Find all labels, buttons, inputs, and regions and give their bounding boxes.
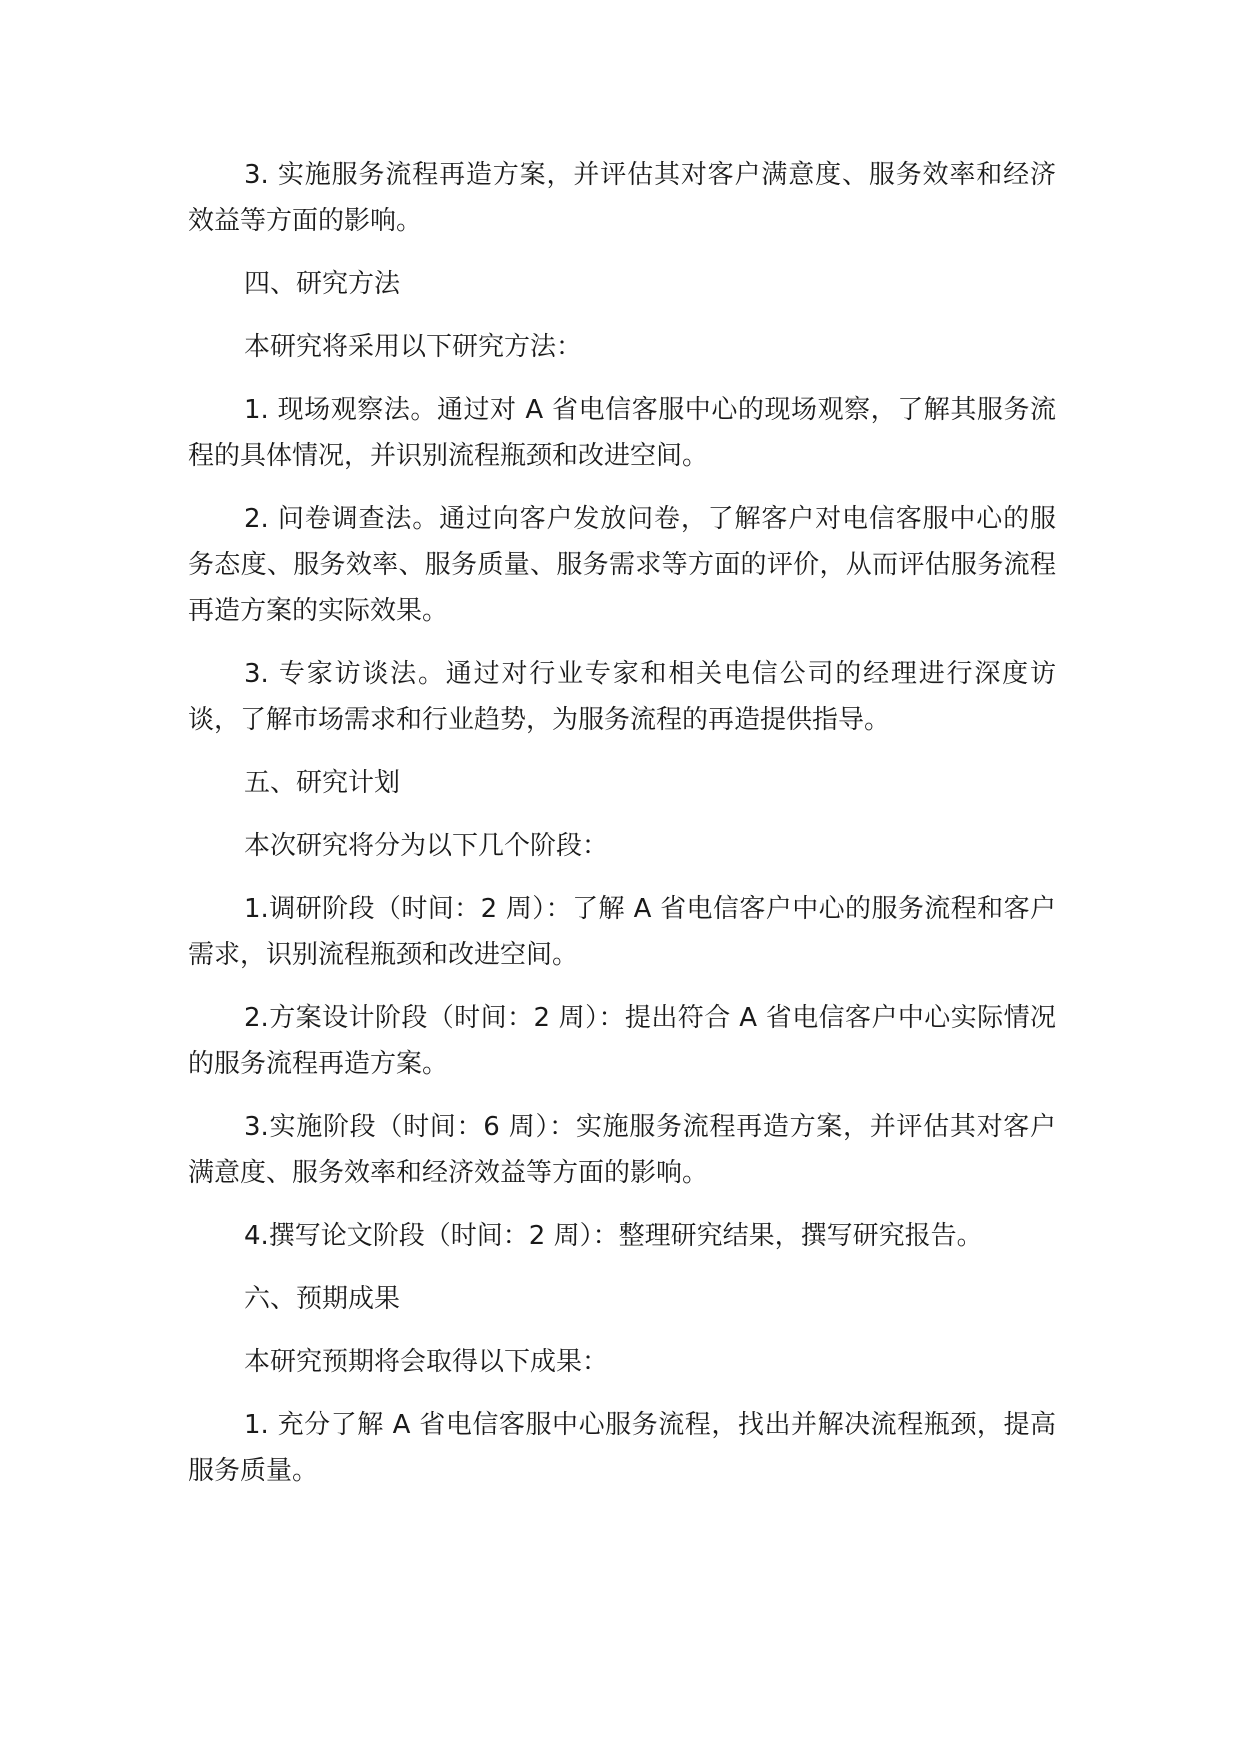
method-questionnaire: 2. 问卷调查法。通过向客户发放问卷，了解客户对电信客服中心的服务态度、服务效率、服务质量、服务需求等方面的评价，从而评估服务流程再造方案的实际效果。 xyxy=(188,504,1056,626)
document-body xyxy=(188,152,1056,1511)
plan-stage-design: 2.方案设计阶段（时间：2 周）：提出符合 A 省电信客户中心实际情况的服务流程再造方案。 xyxy=(188,1003,1056,1079)
result-item-1: 1. 充分了解 A 省电信客服中心服务流程，找出并解决流程瓶颈，提高服务质量。 xyxy=(188,1410,1056,1486)
results-intro: 本研究预期将会取得以下成果： xyxy=(244,1347,609,1377)
method-expert-interview: 3. 专家访谈法。通过对行业专家和相关电信公司的经理进行深度访谈，了解市场需求和行业趋势，为服务流程的再造提供指导。 xyxy=(188,659,1056,735)
plan-stage-survey: 1.调研阶段（时间：2 周）：了解 A 省电信客户中心的服务流程和客户需求，识别流程瓶颈和改进空间。 xyxy=(188,894,1056,970)
method-field-observation: 1. 现场观察法。通过对 A 省电信客服中心的现场观察，了解其服务流程的具体情况，并识别流程瓶颈和改进空间。 xyxy=(188,395,1056,471)
section-heading-expected-results: 六、预期成果 xyxy=(244,1284,401,1314)
list-item-implement-plan: 3. 实施服务流程再造方案，并评估其对客户满意度、服务效率和经济效益等方面的影响。 xyxy=(188,160,1056,236)
section-heading-research-methods: 四、研究方法 xyxy=(244,269,401,299)
section-heading-research-plan: 五、研究计划 xyxy=(244,768,401,798)
methods-intro: 本研究将采用以下研究方法： xyxy=(244,332,583,362)
plan-stage-implementation: 3.实施阶段（时间：6 周）：实施服务流程再造方案，并评估其对客户满意度、服务效率和经济效益等方面的影响。 xyxy=(188,1112,1056,1188)
plan-stage-writing: 4.撰写论文阶段（时间：2 周）：整理研究结果，撰写研究报告。 xyxy=(244,1221,983,1251)
plan-intro: 本次研究将分为以下几个阶段： xyxy=(244,831,609,861)
